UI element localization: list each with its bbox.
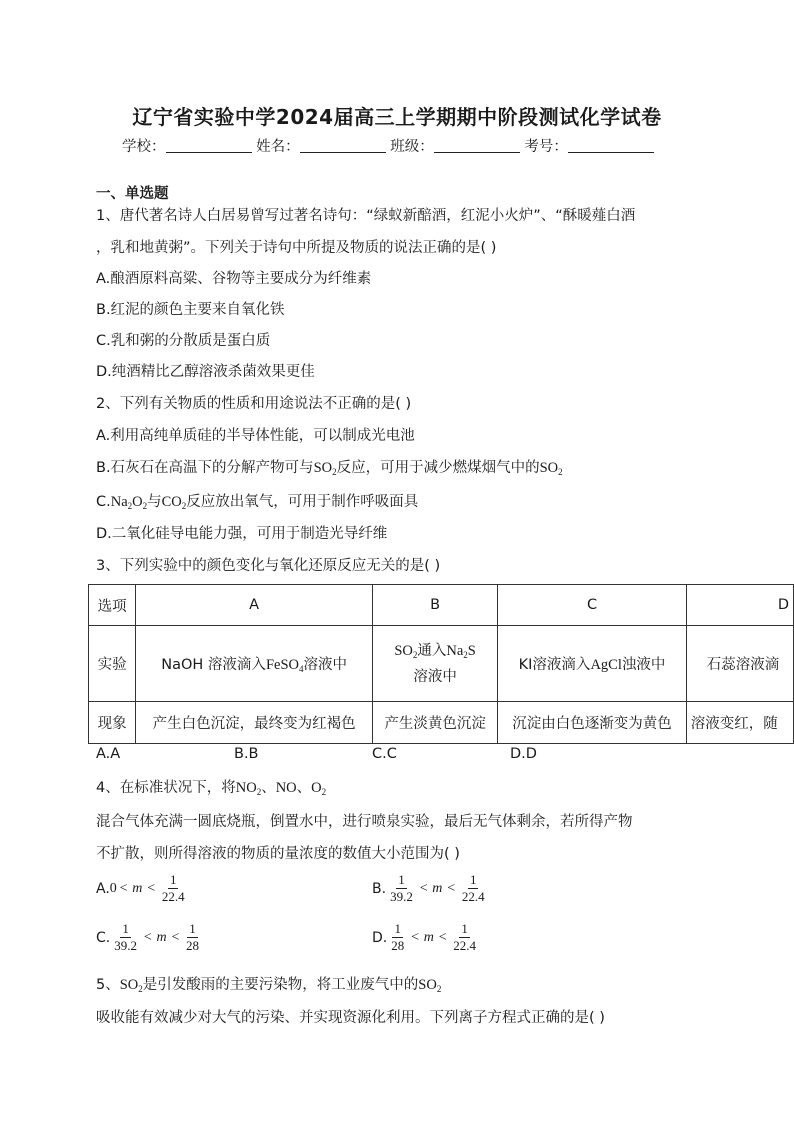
experiment-table: [88, 584, 794, 744]
q4-stem-line3: 不扩散，则所得溶液的物质的量浓度的数值大小范围为( ): [96, 846, 460, 862]
table-cell: 石蕊溶液滴: [686, 626, 793, 702]
q2-option-b: B.石灰石在高温下的分解产物可与$SO_2$反应，可用于减少燃煤烟气中的$SO_2$: [96, 460, 563, 477]
formula-so2: SO: [313, 460, 333, 476]
school-blank[interactable]: [166, 138, 252, 153]
q5-stem-line2: 吸收能有效减少对大气的污染、并实现资源化利用。下列离子方程式正确的是( ): [96, 1010, 605, 1026]
table-row: [89, 702, 794, 744]
formula-na2o2: Na: [110, 494, 128, 510]
exam-number-blank[interactable]: [568, 138, 654, 153]
q2-option-d: D.二氧化硅导电能力强，可用于制造光导纤维: [96, 526, 388, 542]
q2-stem: 2、下列有关物质的性质和用途说法不正确的是( ): [96, 396, 412, 412]
table-cell: 溶液变红，随: [686, 702, 793, 744]
table-header-row: [89, 585, 794, 626]
q3-option-c: C.C: [372, 746, 397, 762]
header-cell: D: [686, 585, 793, 626]
section-heading: 一、单选题: [96, 186, 169, 202]
q1-option-b: B.红泥的颜色主要来自氧化铁: [96, 302, 285, 318]
q2-option-c: $C.Na_2O_2$与$CO_2$反应放出氧气，可用于制作呼吸面具: [96, 494, 419, 511]
student-info-line: [122, 135, 654, 156]
q3-option-d: D.D: [510, 746, 537, 762]
q1-stem-line1: 1、唐代著名诗人白居易曾写过著名诗句：“绿蚁新醅酒，红泥小火炉”、“酥暖薤白酒: [96, 208, 636, 224]
header-cell: B: [372, 585, 497, 626]
header-cell: C: [498, 585, 686, 626]
table-cell: 产生白色沉淀，最终变为红褐色: [136, 702, 373, 744]
row-label: 现象: [89, 702, 136, 744]
row-label: 实验: [89, 626, 136, 702]
q1-option-a: A.酿酒原料高粱、谷物等主要成分为纤维素: [96, 271, 372, 287]
class-blank[interactable]: [434, 138, 520, 153]
formula-so2: SO: [539, 460, 559, 476]
exam-number-label: 考号：: [524, 139, 568, 155]
formula-co2: CO: [161, 494, 182, 510]
page-title: 辽宁省实验中学2024届高三上学期期中阶段测试化学试卷: [132, 105, 662, 129]
q1-stem-line2: ，乳和地黄粥”。下列关于诗句中所提及物质的说法正确的是( ): [96, 240, 497, 256]
formula-no: NO: [275, 780, 297, 796]
school-label: 学校：: [122, 139, 166, 155]
q3-stem: 3、下列实验中的颜色变化与氧化还原反应无关的是( ): [96, 558, 441, 574]
q4-option-b: B. $\frac{1}{39.2}$ < m < $\frac{1}{22.4}$: [372, 872, 485, 905]
q4-option-c: C. $\frac{1}{39.2}$ < m < $\frac{1}{28}$: [96, 921, 200, 954]
table-row: [89, 626, 794, 702]
formula-so2: SO: [119, 977, 139, 993]
q4-stem: 4、在标准状况下，将$NO_2$、NO、$O_2$: [96, 780, 327, 797]
table-cell: 沉淀由白色逐渐变为黄色: [498, 702, 686, 744]
q2-option-a: A.利用高纯单质硅的半导体性能，可以制成光电池: [96, 428, 415, 444]
formula-so2: SO: [418, 977, 437, 993]
q5-stem: 5、$SO_2$是引发酸雨的主要污染物，将工业废气中的$SO_2$: [96, 977, 442, 994]
table-cell: KI溶液滴入AgCl浊液中: [498, 626, 686, 702]
q4-stem-line2: 混合气体充满一圆底烧瓶，倒置水中，进行喷泉实验，最后无气体剩余，若所得产物: [96, 814, 633, 830]
q3-option-a: A.A: [96, 746, 121, 762]
table-cell: $SO_2$通入$Na_2S$ 溶液中: [372, 626, 497, 702]
header-cell: 选项: [89, 585, 136, 626]
formula-o2: O: [311, 780, 322, 796]
q4-option-a: A. 0 < m < $\frac{1}{22.4}$: [96, 872, 185, 905]
name-label: 姓名：: [256, 139, 300, 155]
table-cell: NaOH 溶液滴入FeSO$_4$溶液中: [136, 626, 373, 702]
q4-option-d: D. $\frac{1}{28}$ < m < $\frac{1}{22.4}$: [372, 921, 477, 954]
class-label: 班级：: [390, 139, 434, 155]
q1-option-d: D.纯酒精比乙醇溶液杀菌效果更佳: [96, 364, 315, 380]
name-blank[interactable]: [300, 138, 386, 153]
table-cell: 产生淡黄色沉淀: [372, 702, 497, 744]
header-cell: A: [136, 585, 373, 626]
q1-option-c: C.乳和粥的分散质是蛋白质: [96, 333, 271, 349]
q3-option-b: B.B: [234, 746, 259, 762]
formula-no2: NO: [235, 780, 257, 796]
